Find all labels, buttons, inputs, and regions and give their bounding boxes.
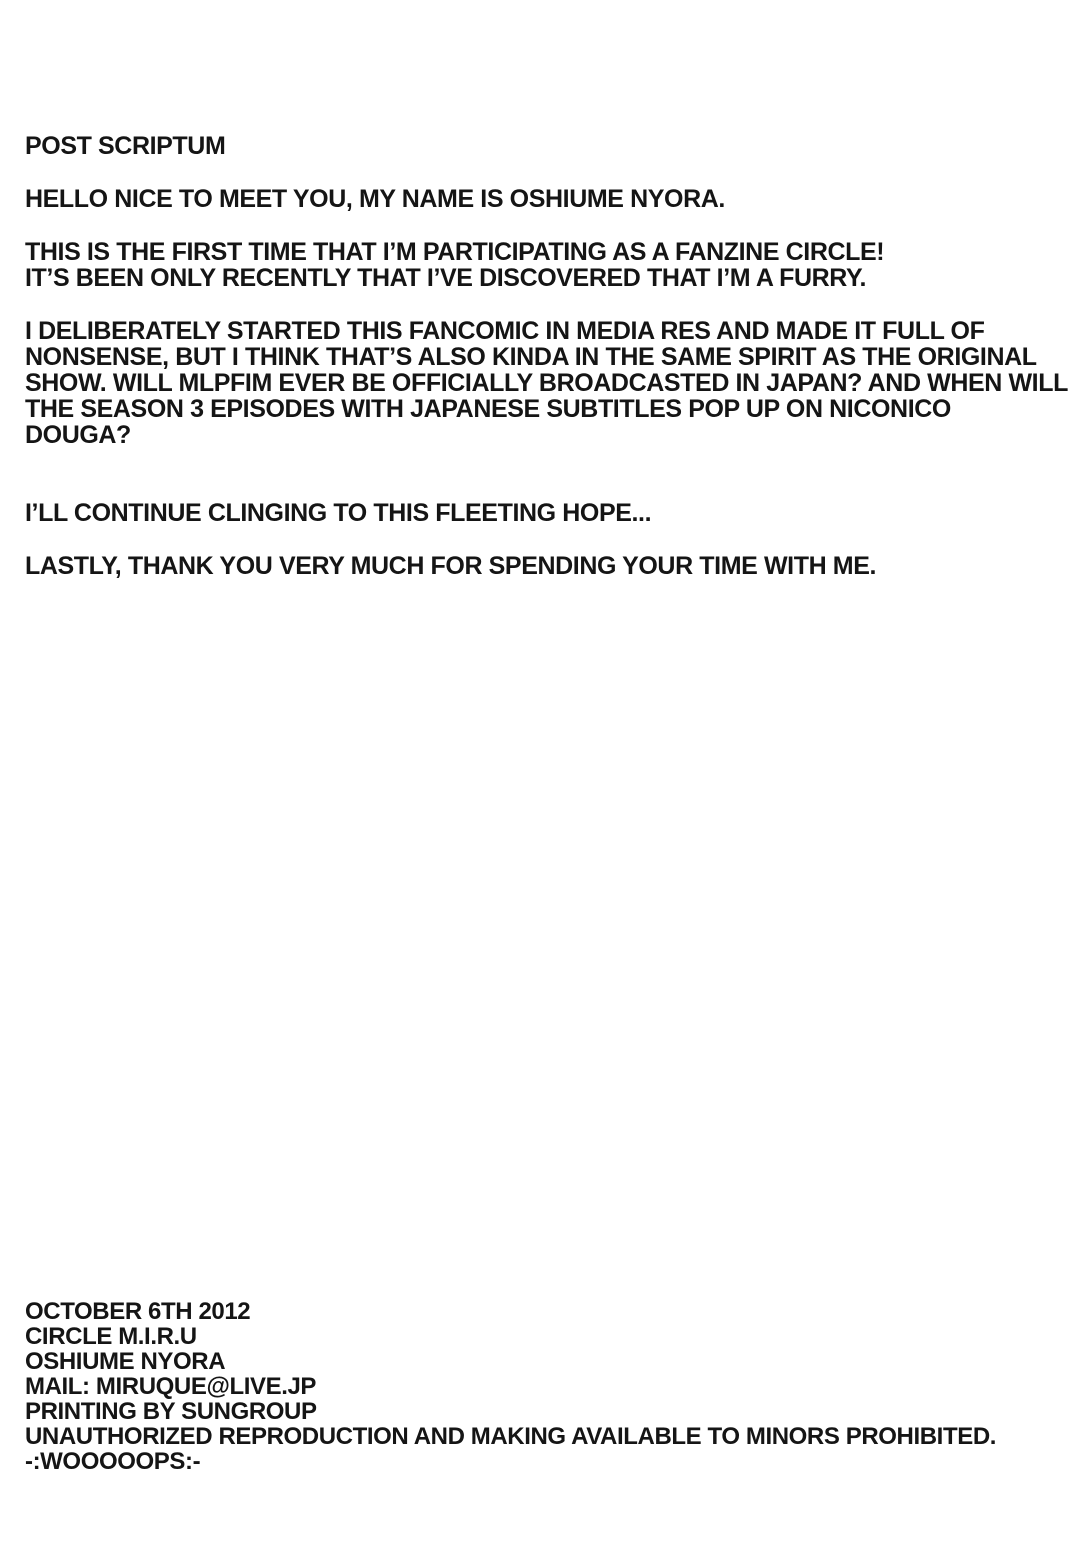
paragraph-greeting <box>25 186 1068 212</box>
colophon-author: OSHIUME NYORA <box>25 1348 226 1375</box>
paragraph-thanks <box>25 553 1068 579</box>
text-line: NONSENSE, BUT I THINK THAT’S ALSO KINDA IN THE SAME SPIRIT AS THE ORIGINAL <box>25 343 1037 371</box>
colophon-printer: PRINTING BY SUNGROUP <box>25 1398 317 1425</box>
text-line: THIS IS THE FIRST TIME THAT I’M PARTICIPATING AS A FANZINE CIRCLE! <box>25 238 885 266</box>
afterword-body <box>25 133 1068 606</box>
text-line: LASTLY, THANK YOU VERY MUCH FOR SPENDING YOUR TIME WITH ME. <box>25 552 877 580</box>
page-heading: POST SCRIPTUM <box>25 132 226 160</box>
text-line: SHOW. WILL MLPFIM EVER BE OFFICIALLY BROADCASTED IN JAPAN? AND WHEN WILL <box>25 369 1068 397</box>
colophon-mail: MAIL: MIRUQUE@LIVE.JP <box>25 1373 317 1400</box>
paragraph-first-time <box>25 239 1068 291</box>
text-line: HELLO NICE TO MEET YOU, MY NAME IS OSHIUME NYORA. <box>25 185 725 213</box>
paragraph-fancomic <box>25 318 1068 448</box>
text-line: THE SEASON 3 EPISODES WITH JAPANESE SUBTITLES POP UP ON NICONICO <box>25 395 951 423</box>
colophon-legal: UNAUTHORIZED REPRODUCTION AND MAKING AVAILABLE TO MINORS PROHIBITED. <box>25 1423 997 1450</box>
colophon-circle: CIRCLE M.I.R.U <box>25 1323 197 1350</box>
text-line: IT’S BEEN ONLY RECENTLY THAT I’VE DISCOVERED THAT I’M A FURRY. <box>25 264 867 292</box>
colophon-exclamation: -:WOOOOOPS:- <box>25 1448 201 1475</box>
paragraph-hope <box>25 500 1068 526</box>
colophon <box>25 1299 996 1474</box>
text-line: I’LL CONTINUE CLINGING TO THIS FLEETING HOPE... <box>25 499 652 527</box>
text-line: DOUGA? <box>25 421 131 449</box>
text-line: I DELIBERATELY STARTED THIS FANCOMIC IN MEDIA RES AND MADE IT FULL OF <box>25 317 985 345</box>
colophon-date: OCTOBER 6TH 2012 <box>25 1298 251 1325</box>
